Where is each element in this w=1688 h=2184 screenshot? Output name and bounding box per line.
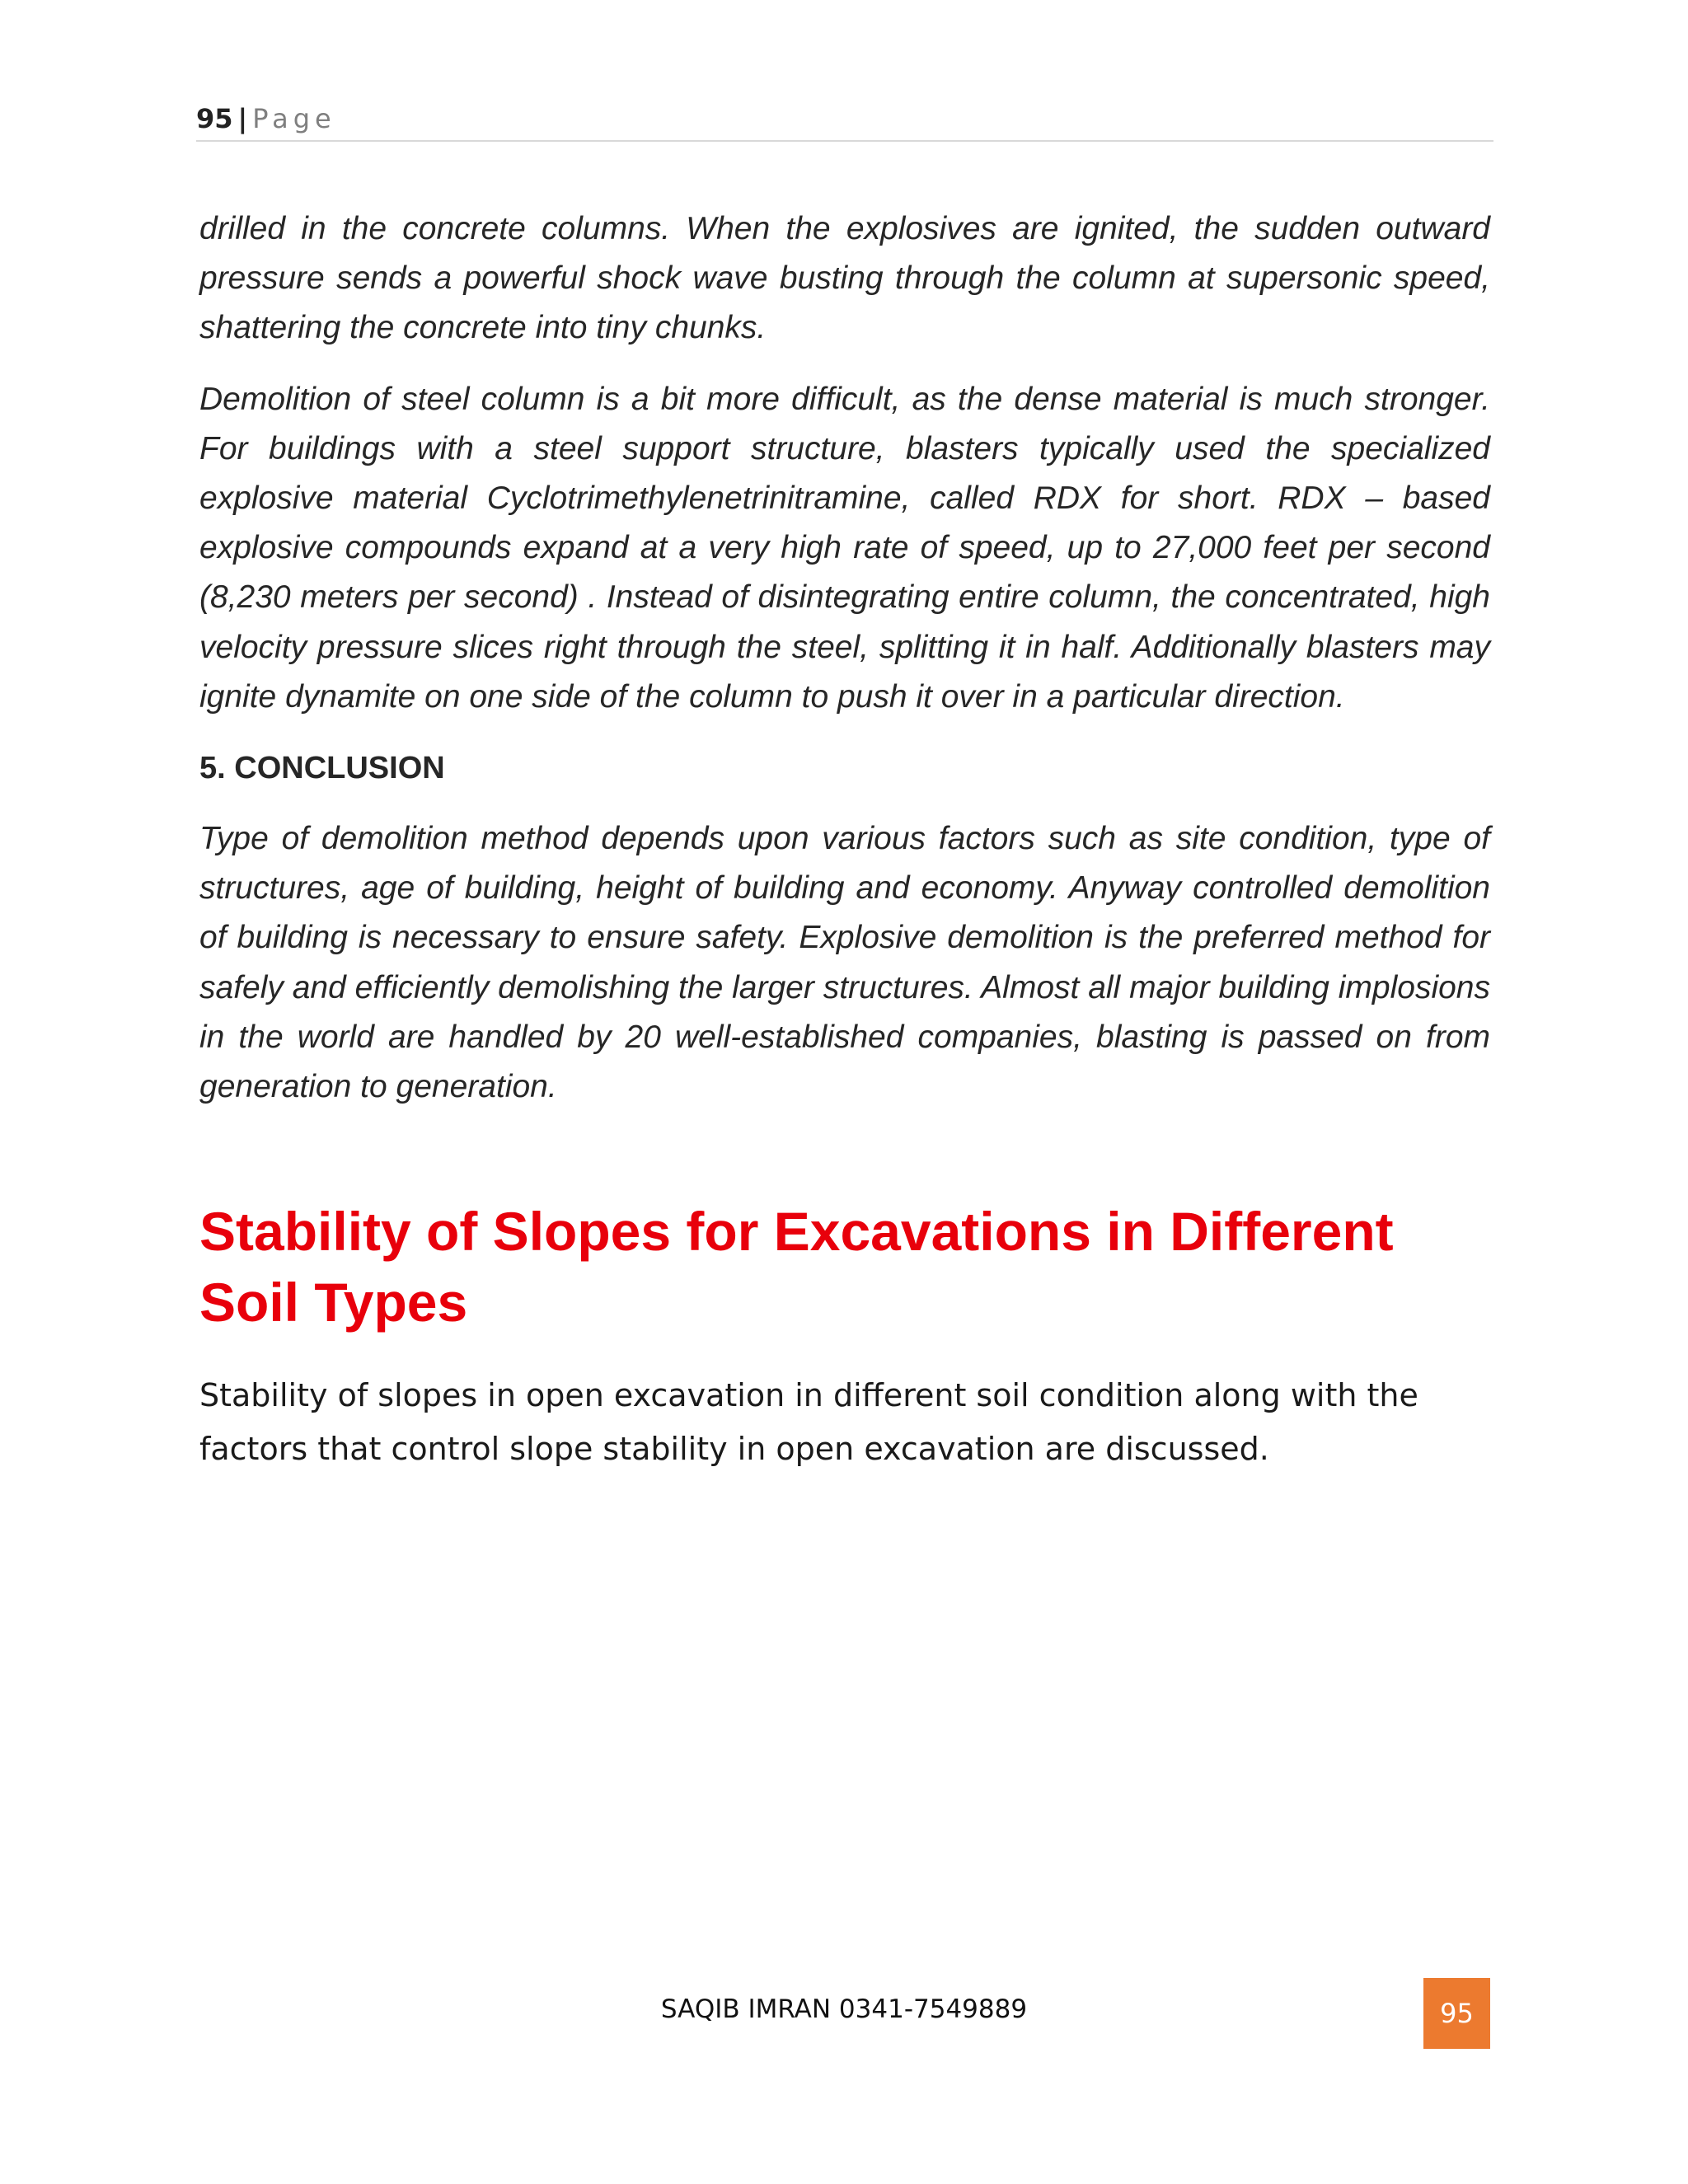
header-page-number: 95	[196, 103, 233, 134]
header-separator: |	[237, 103, 248, 134]
header-page-label: Page	[252, 103, 336, 134]
page-header	[196, 97, 1493, 142]
conclusion-heading: 5. CONCLUSION	[199, 751, 445, 786]
article-intro: Stability of slopes in open excavation in different soil condition along with the factors that control slope stability in open excavation are discussed.	[199, 1377, 1418, 1468]
article-title: Stability of Slopes for Excavations in Different Soil Types	[199, 1201, 1394, 1333]
footer-page-number-badge: 95	[1423, 1978, 1490, 2049]
body-paragraph-1: drilled in the concrete columns. When the explosives are ignited, the sudden outward pressure sends a powerful shock wave busting through the column at supersonic speed, shattering the concrete into tiny chunks.	[199, 211, 1490, 346]
page-content	[199, 204, 1490, 1476]
conclusion-paragraph: Type of demolition method depends upon various factors such as site condition, type of structures, age of building, height of building and economy. Anyway controlled demolition of building is necessary to ensure safety. Explosive demolition is the preferred method for safely and efficiently demolishing the larger structures. Almost all major building implosions in the world are handled by 20 well-established companies, blasting is passed on from generation to generation.	[199, 821, 1490, 1105]
footer-author-contact: SAQIB IMRAN 0341-7549889	[660, 1994, 1028, 2024]
body-paragraph-2: Demolition of steel column is a bit more difficult, as the dense material is much stronger. For buildings with a steel support structure, blasters typically used the specialized explosive material Cyclotrimethylenetrinitramine, called RDX for short. RDX – based explosive compounds expand at a very high rate of speed, up to 27,000 feet per second (8,230 meters per second) . Instead of disintegrating entire column, the concentrated, high velocity pressure slices right through the steel, splitting it in half. Additionally blasters may ignite dynamite on one side of the column to push it over in a particular direction.	[199, 381, 1490, 715]
